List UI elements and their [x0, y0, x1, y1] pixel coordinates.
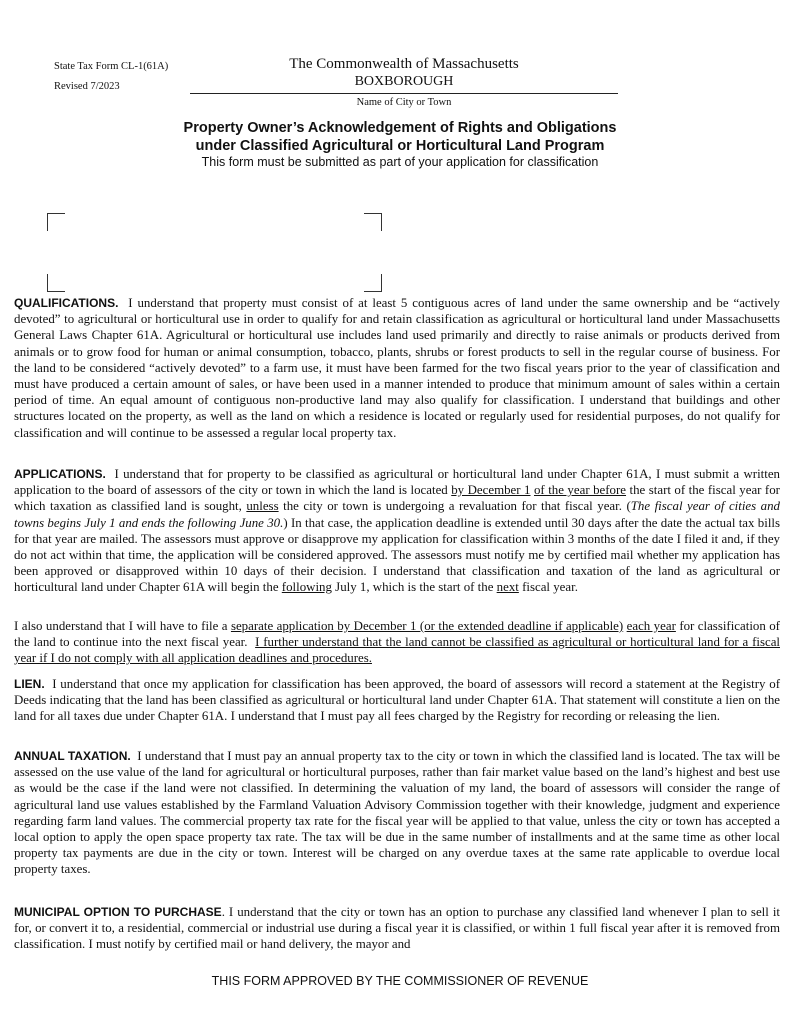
annual-taxation-text: I understand that I must pay an annual property tax to the city or town in which the classified land is located. The tax will be assessed on the use value of the land for agricultural or horticultural purposes, rather than fair market value based on the land’s highest and best use as would be the case if the land were not classified. In determining the valuation of my land, the board of assessors will consider the range of agricultural land use values established by the Farmland Valuation Advisory Commission together with their knowledge, judgment and experience regarding farm land values. The commercial property tax rate for the fiscal year will be applied to that value, unless the city or town has accepted a local option to apply the open space property tax rate. The tax will be due in the same number of installments and at the same time as other local property tax payments are due in the city or town. Interest will be charged on any overdue taxes at the same rate applicable to overdue local property taxes. — [14, 749, 780, 877]
applications-unless: unless — [246, 499, 279, 514]
city-name-underline — [190, 93, 618, 94]
title-line-1: Property Owner’s Acknowledgement of Rights and Obligations — [183, 120, 617, 136]
applications-text-1: I understand that for property to be classified as agricultural or horticultural land under Chapter 61A, I must submit a written application to the board of assessors of the city or town in which the land is located — [14, 467, 780, 498]
municipal-option-heading: MUNICIPAL OPTION TO PURCHASE — [14, 905, 222, 919]
qualifications-heading: QUALIFICATIONS. — [14, 296, 119, 310]
applications-section — [14, 466, 780, 596]
city-name: BOXBOROUGH — [354, 74, 454, 89]
address-window-corner-bottom-left — [47, 274, 65, 292]
applications-heading: APPLICATIONS. — [14, 467, 106, 481]
form-number: State Tax Form CL-1(61A) — [54, 61, 169, 72]
annual-taxation-heading: ANNUAL TAXATION. — [14, 749, 131, 763]
applications-year-before: of the year before — [533, 483, 627, 498]
lien-text: I understand that once my application for classification has been approved, the board of assessors will record a statement at the Registry of Deeds indicating that the land has been classified as agricultural or horticultural land under Chapter 61A. That statement will constitute a lien on the land for all taxes due under Chapter 61A. I understand that I must pay all fees charged by the Registry for recording or releasing the lien. — [14, 677, 780, 724]
applications-text-2: the start of the fiscal year for which taxation as classified land is sought, — [14, 483, 780, 514]
commonwealth-heading: The Commonwealth of Massachusetts — [289, 56, 519, 72]
municipal-option-section — [14, 904, 780, 953]
annual-taxation-section — [14, 748, 780, 878]
qualifications-section — [14, 295, 780, 441]
form-id-block — [54, 57, 168, 97]
city-name-label: Name of City or Town — [356, 97, 452, 108]
applications-text-6: fiscal year. — [522, 580, 578, 595]
annual-filing-text-1: I also understand that I will have to file a — [14, 619, 228, 633]
approval-footer: THIS FORM APPROVED BY THE COMMISSIONER OF REVENUE — [211, 974, 589, 988]
applications-text-3: the city or town is undergoing a revaluation for that fiscal year. ( — [283, 499, 631, 514]
applications-next: next — [496, 580, 519, 595]
applications-following: following — [281, 580, 332, 595]
address-window-corner-top-left — [47, 213, 65, 231]
revised-date: Revised 7/2023 — [54, 81, 120, 92]
title-line-2: under Classified Agricultural or Horticultural Land Program — [195, 138, 605, 154]
annual-filing-text-2: for classification of the land to continue into the next fiscal year. — [14, 619, 780, 650]
lien-heading: LIEN. — [14, 677, 45, 691]
applications-text-4: ) In that case, the application deadline is extended until 30 days after the date the actual tax bills for that year are mailed. The assessors must approve or disapprove my application for classification within 3 months of the date I filed it and, if they do not act within that time, the application will be considered approved. The assessors must notify me by certified mail whether my application has been approved or disapproved within 10 days of their decision. I understand that classification and taxation of the land as agricultural or horticultural land under Chapter 61A will begin the — [14, 515, 780, 595]
municipal-option-text: . I understand that the city or town has an option to purchase any classified land whenever I plan to sell it for, or convert it to, a residential, commercial or industrial use during a fiscal year it is classified, or within 1 full fiscal year after it is removed from classification. I must notify by certified mail or hand delivery, the mayor and — [14, 905, 780, 952]
applications-fiscal-year-note: The fiscal year of cities and towns begins July 1 and ends the following June 30. — [14, 499, 781, 530]
applications-deadline: by December 1 — [451, 483, 531, 498]
annual-filing-separate-application: separate application by December 1 (or the extended deadline if applicable) — [230, 619, 624, 633]
annual-filing-each-year: each year — [626, 619, 676, 633]
address-window-corner-bottom-right — [364, 274, 382, 292]
lien-section — [14, 676, 780, 725]
annual-filing-section — [14, 618, 780, 667]
form-subtitle: This form must be submitted as part of your application for classification — [201, 155, 599, 169]
address-window-corner-top-right — [364, 213, 382, 231]
qualifications-text: I understand that property must consist of at least 5 contiguous acres of land under the same ownership and be “actively devoted” to agricultural or horticultural use in order to qualify for and retain classification as agricultural or horticultural land under Massachusetts General Laws Chapter 61A. Agricultural or horticultural use includes land used primarily and directly to raise animals or products derived from animals or to grow food for human or animal consumption, tobacco, plants, shrubs or forest products to sell in the regular course of business. For the land to be considered “actively devoted” to a farm use, it must have been farmed for the two fiscal years prior to the year of classification and must have produced a certain amount of sales, or have been used in a manner intended to produce that minimum amount of sales within a certain period of time. An equal amount of contiguous non-productive land may also qualify for classification. I understand that buildings and other structures located on the property, as well as the land on which a residence is located or regularly used for residential purposes, do not qualify for classification and will continue to be assessed a regular local property tax. — [14, 296, 781, 440]
form-title — [0, 119, 800, 155]
annual-filing-compliance-notice: I further understand that the land cannot be classified as agricultural or horticultural land for a fiscal year if I do not comply with all application deadlines and procedures. — [14, 635, 780, 666]
applications-text-5: July 1, which is the start of the — [335, 580, 494, 595]
